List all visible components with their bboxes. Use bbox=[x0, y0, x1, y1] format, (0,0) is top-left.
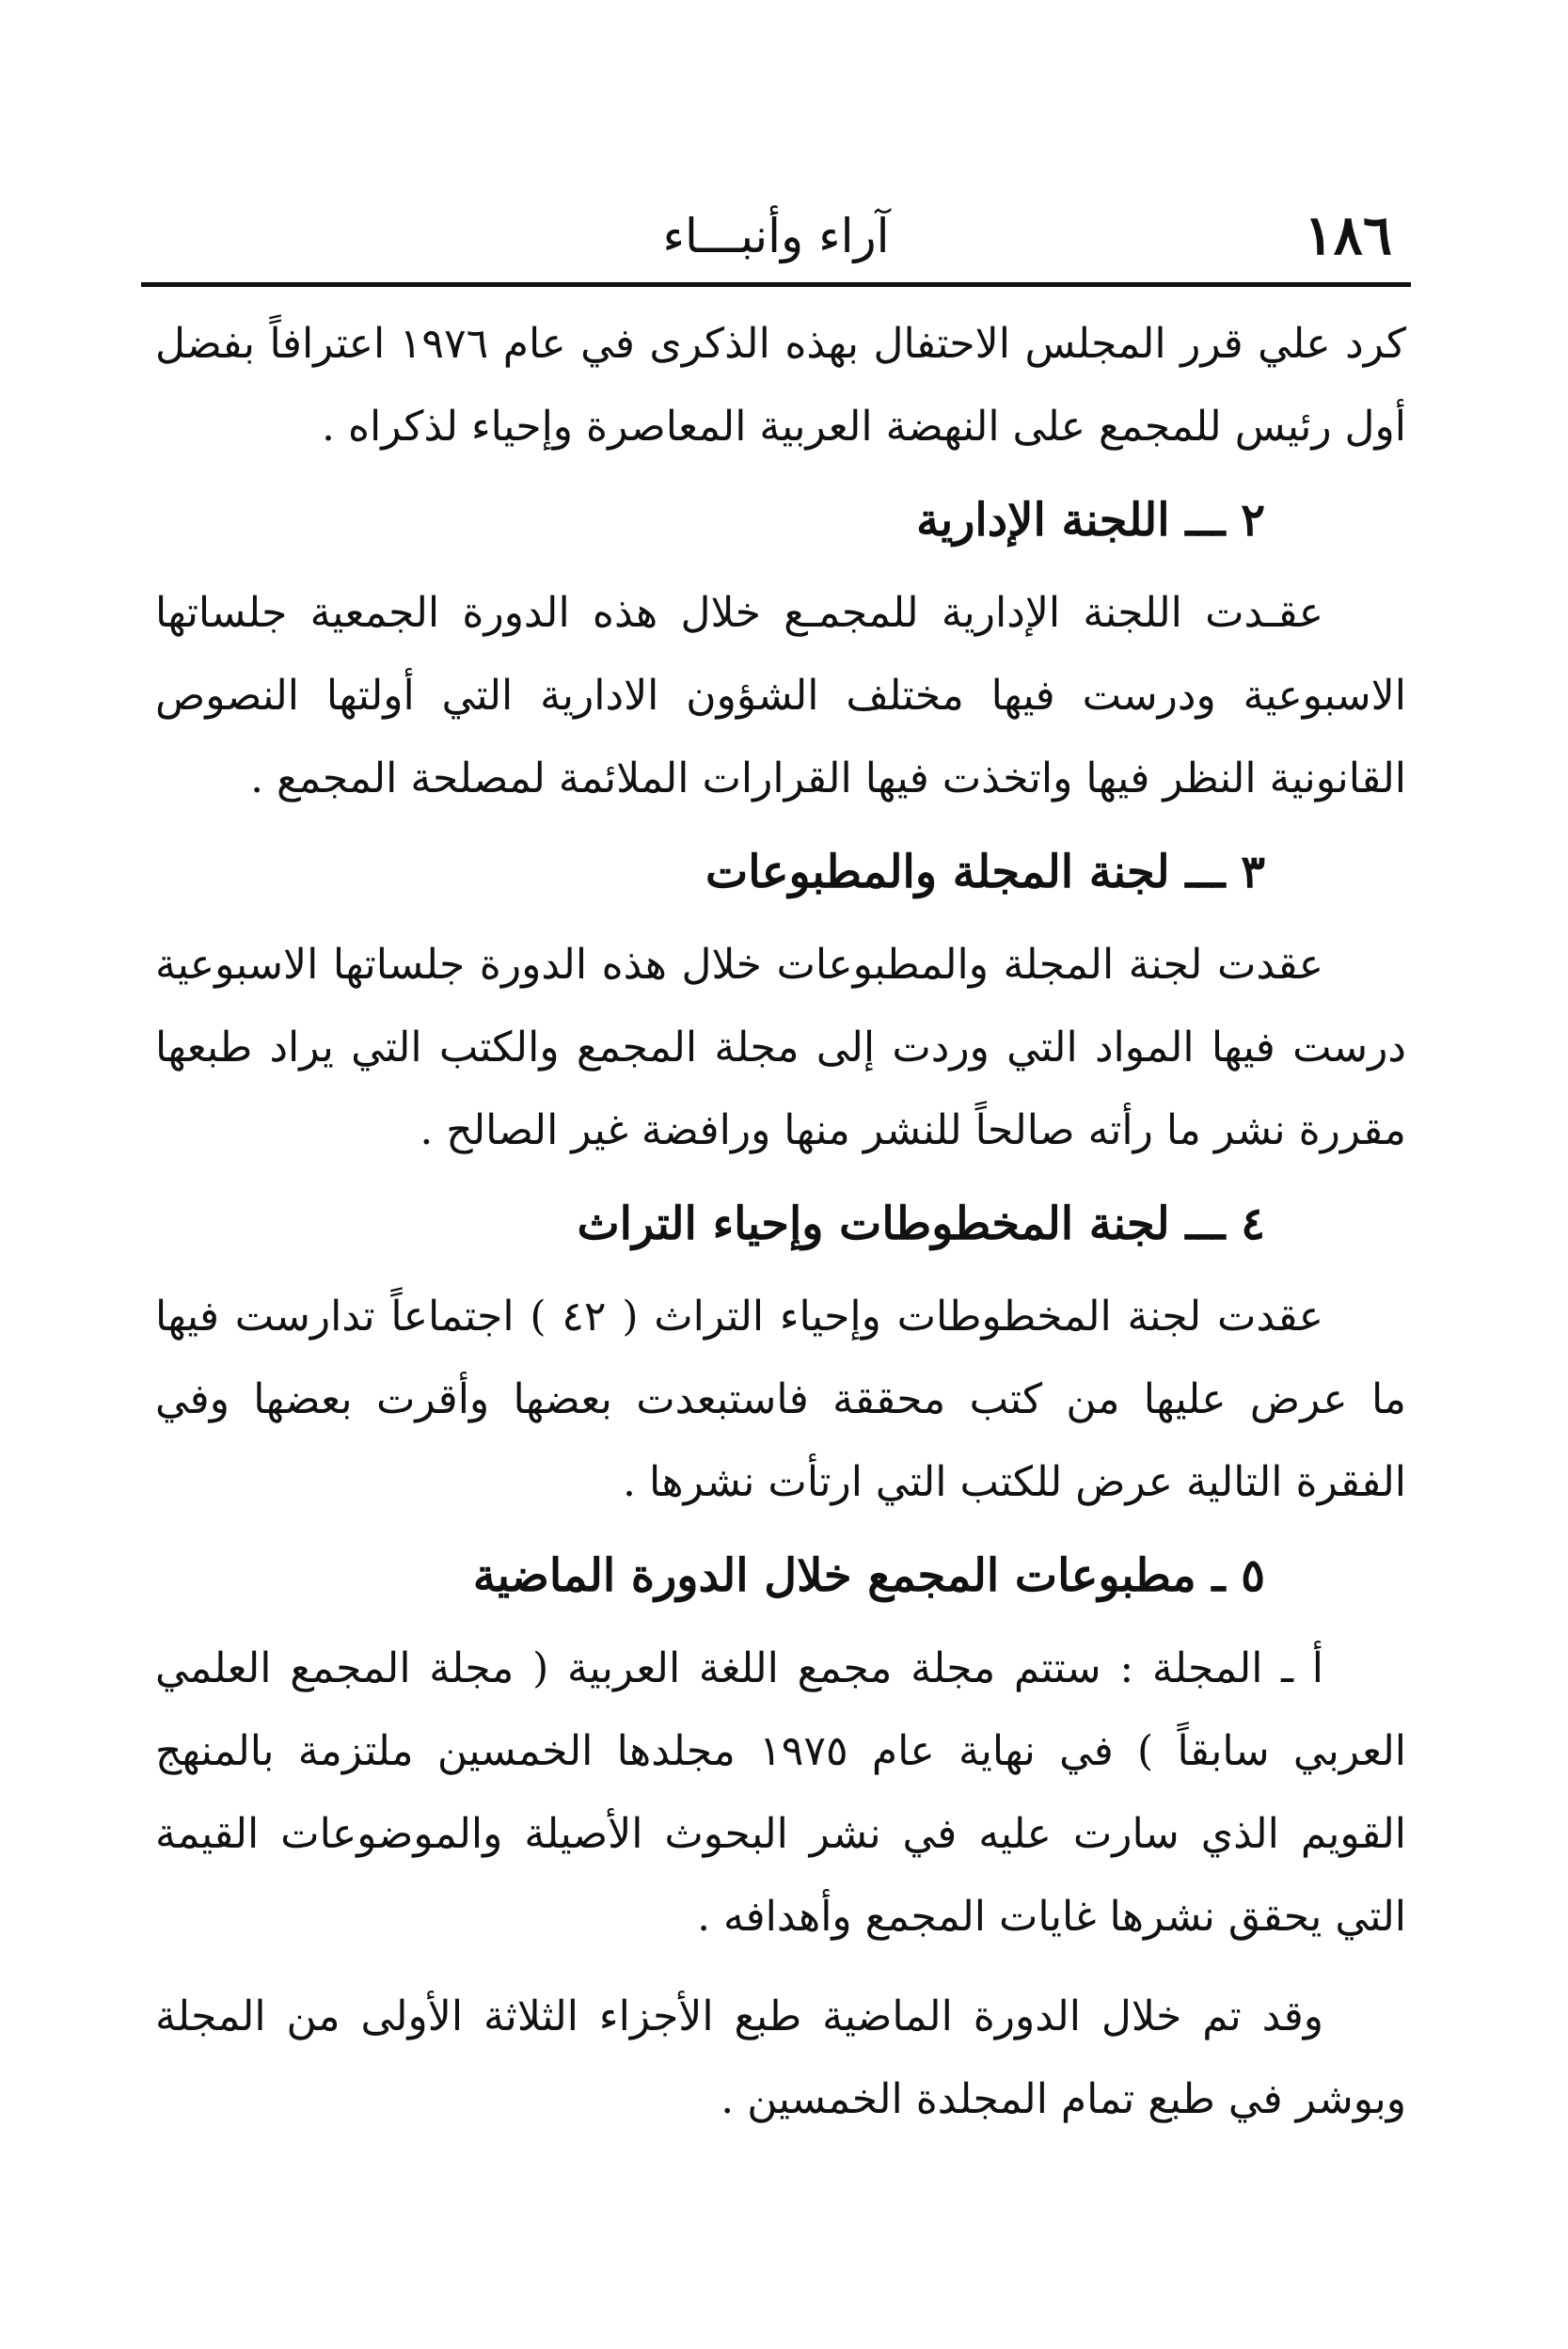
running-header bbox=[141, 193, 1411, 278]
paragraph-4: عقدت لجنة المخطوطات وإحياء التراث ( ٤٢ ) اجتماعاً تدارست فيها ما عرض عليها من كتب محققة فاستبعدت بعضها وأقرت بعضها وفي الفقرة التالية عرض للكتب التي ارتأت نشرها . bbox=[155, 1293, 1406, 1506]
paragraph-1: كرد علي قرر المجلس الاحتفال بهذه الذكرى في عام ١٩٧٦ اعترافاً بفضل أول رئيس للمجمع على النهضة العربية المعاصرة وإحياء لذكراه . bbox=[155, 320, 1407, 451]
header-rule bbox=[141, 282, 1411, 287]
paragraph-2: عقـدت اللجنة الإدارية للمجمـع خلال هذه الدورة الجمعية جلساتها الاسبوعية ودرست فيها مختلف الشؤون الادارية التي أولتها النصوص القانونية النظر فيها واتخذت فيها القرارات الملائمة لمصلحة المجمع . bbox=[155, 589, 1406, 802]
page-number: ١٨٦ bbox=[1304, 203, 1392, 267]
section-heading-5: ٥ ـ مطبوعات المجمع خلال الدورة الماضية bbox=[472, 1549, 1265, 1602]
paragraph-6: وقد تم خلال الدورة الماضية طبع الأجزاء الثلاثة الأولى من المجلة وبوشر في طبع تمام المجلدة الخمسين . bbox=[155, 1992, 1406, 2123]
paragraph-3: عقدت لجنة المجلة والمطبوعات خلال هذه الدورة جلساتها الاسبوعية درست فيها المواد التي وردت إلى مجلة المجمع والكتب التي يراد طبعها مقررة نشر ما رأته صالحاً للنشر منها ورافضة غير الصالح . bbox=[155, 941, 1406, 1154]
section-heading-4: ٤ ـــ لجنة المخطوطات وإحياء التراث bbox=[577, 1198, 1265, 1250]
running-title: آراء وأنبـــاء bbox=[662, 209, 890, 263]
section-heading-2: ٢ ـــ اللجنة الإدارية bbox=[916, 494, 1265, 547]
section-heading-3: ٣ ـــ لجنة المجلة والمطبوعات bbox=[705, 846, 1265, 898]
page-body bbox=[155, 303, 1406, 2141]
paragraph-5: أ ـ المجلة : ستتم مجلة مجمع اللغة العربية ( مجلة المجمع العلمي العربي سابقاً ) في نهاية عام ١٩٧٥ مجلدها الخمسين ملتزمة بالمنهج القويم الذي سارت عليه في نشر البحوث الأصيلة والموضوعات القيمة التي يحقق نشرها غايات المجمع وأهدافه . bbox=[155, 1644, 1406, 1941]
paragraph-spacer bbox=[155, 1959, 1406, 1976]
